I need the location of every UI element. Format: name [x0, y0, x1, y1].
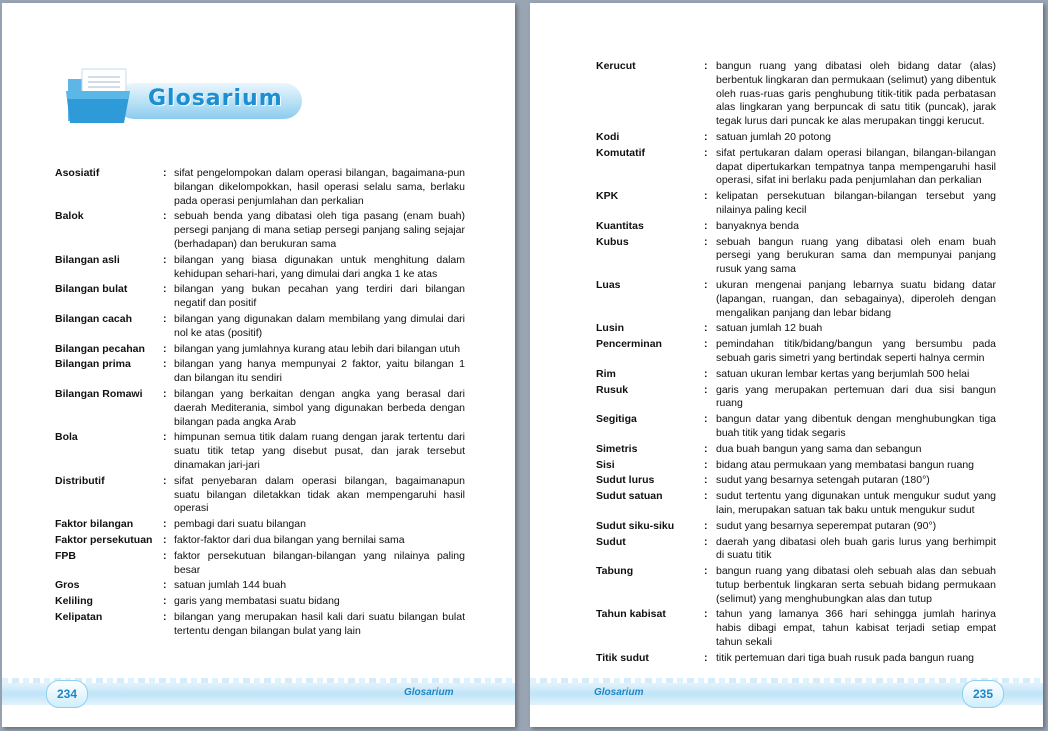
glossary-definition: titik pertemuan dari tiga buah rusuk pada bangun ruang	[716, 651, 975, 664]
separator-colon: :	[704, 190, 708, 203]
glossary-definition: sifat penyebaran dalam operasi bilangan, bagaimanapun suatu bilangan diletakkan tidak akan mempengaruhi hasil operasi	[174, 474, 465, 515]
glossary-definition: tahun yang lamanya 366 hari sehingga jumlah harinya habis dibagi empat, tahun kabisat terjadi setiap empat tahun sekali	[716, 608, 996, 649]
separator-colon: :	[704, 219, 708, 232]
glossary-definition: bangun ruang yang dibatasi oleh sebuah alas dan sebuah tutup berbentuk lingkaran serta sebuah bidang permukaan (selimut) yang menghubungkan alas dan tutup	[716, 565, 996, 605]
glossary-entry	[55, 313, 465, 341]
glossary-definition: bangun datar yang dibentuk dengan menghubungkan tiga buah titik yang tidak segaris	[716, 413, 996, 439]
glossary-term: Lusin	[596, 322, 624, 335]
separator-colon: :	[163, 253, 167, 266]
separator-colon: :	[163, 342, 167, 355]
separator-colon: :	[704, 235, 708, 248]
glossary-term: Bola	[55, 431, 78, 444]
glosarium-header	[64, 65, 304, 135]
footer-label: Glosarium	[594, 687, 644, 698]
glossary-entry	[596, 147, 996, 188]
glossary-term: Tabung	[596, 565, 634, 578]
glossary-definition: bilangan yang jumlahnya kurang atau lebih dari bilangan utuh	[174, 342, 461, 355]
separator-colon: :	[163, 312, 167, 325]
glossary-entry	[596, 459, 996, 473]
glossary-term: KPK	[596, 190, 619, 203]
glossary-definition: sudut tertentu yang digunakan untuk mengukur sudut yang lain, merupakan satuan tak baku untuk mengukur sudut	[716, 490, 996, 516]
separator-colon: :	[704, 367, 708, 380]
glossary-definition: bilangan yang biasa digunakan untuk menghitung dalam kehidupan sehari-hari, yang dimulai dari angka 1 ke atas	[174, 253, 465, 280]
glossary-definition: faktor persekutuan bilangan-bilangan yang nilainya paling besar	[174, 549, 465, 576]
glossary-entry	[55, 579, 465, 593]
glossary-term: Keliling	[55, 595, 93, 608]
separator-colon: :	[704, 338, 708, 351]
glossary-definition: faktor-faktor dari dua bilangan yang bernilai sama	[174, 533, 405, 546]
glossary-list-left	[55, 167, 465, 641]
glossary-term: Tahun kabisat	[596, 608, 666, 621]
glossary-definition: dua buah bangun yang sama dan sebangun	[716, 442, 922, 455]
glossary-term: Komutatif	[596, 146, 645, 159]
separator-colon: :	[704, 490, 708, 503]
glossary-term: Faktor bilangan	[55, 518, 134, 531]
separator-colon: :	[163, 518, 167, 531]
glossary-entry	[55, 475, 465, 516]
glossary-definition: bilangan yang hanya mempunyai 2 faktor, yaitu bilangan 1 dan bilangan itu sendiri	[174, 358, 465, 385]
glossary-definition: himpunan semua titik dalam ruang dengan jarak tertentu dari suatu titik tetap yang disebut pusat, dan jarak tersebut dinamakan jari-jari	[174, 431, 465, 471]
glossary-definition: banyaknya benda	[716, 219, 799, 232]
glossary-definition: daerah yang dibatasi oleh buah garis lurus yang berhimpit di suatu titik	[716, 535, 996, 562]
glossary-definition: garis yang membatasi suatu bidang	[174, 595, 340, 608]
glossary-entry	[55, 518, 465, 532]
glossary-entry	[55, 358, 465, 386]
separator-colon: :	[163, 431, 167, 444]
glossary-definition: sifat pengelompokan dalam operasi bilangan, bagaimana-pun bilangan dikelompokkan, hasil operasi selalu sama, berlaku pada operasi penjumlahan dan perkalian	[174, 167, 465, 207]
glossary-definition: sifat pertukaran dalam operasi bilangan, bilangan-bilangan dapat dipertukarkan tempatnya tanpa mempengaruhi hasil operasi, sifat ini berlaku pada penjumlahan dan perkalian	[716, 146, 996, 187]
glossary-entry	[55, 388, 465, 429]
glossary-entry	[55, 534, 465, 548]
separator-colon: :	[163, 283, 167, 296]
glossary-term: Balok	[55, 210, 84, 223]
separator-colon: :	[163, 579, 167, 592]
glossary-definition: garis yang merupakan pertemuan dari dua sisi bangun ruang	[716, 383, 996, 410]
glossary-term: Titik sudut	[596, 651, 649, 664]
right-footer	[530, 675, 1043, 713]
separator-colon: :	[704, 535, 708, 548]
footer-label: Glosarium	[404, 687, 454, 698]
glossary-entry	[55, 343, 465, 357]
glossary-definition: pembagi dari suatu bilangan	[174, 518, 306, 531]
separator-colon: :	[163, 167, 167, 179]
glossary-term: Kubus	[596, 235, 629, 248]
separator-colon: :	[704, 278, 708, 291]
glossary-term: Simetris	[596, 442, 638, 455]
separator-colon: :	[704, 322, 708, 335]
glossary-term: Bilangan pecahan	[55, 342, 145, 355]
glossary-definition: satuan jumlah 12 buah	[716, 322, 823, 335]
glossary-term: Sisi	[596, 458, 615, 471]
glossary-entry	[55, 550, 465, 578]
glossary-definition: bilangan yang merupakan hasil kali dari suatu bilangan bulat tertentu dengan bilangan bulat yang lain	[174, 610, 465, 637]
glossary-entry	[596, 443, 996, 457]
separator-colon: :	[704, 383, 708, 396]
glossary-entry	[596, 384, 996, 412]
glossary-definition: satuan jumlah 20 potong	[716, 130, 832, 143]
page-title: Glosarium	[148, 86, 283, 111]
glossary-entry	[596, 131, 996, 145]
separator-colon: :	[163, 610, 167, 623]
glossary-entry	[55, 254, 465, 282]
glossary-entry	[596, 60, 996, 129]
glossary-term: Rusuk	[596, 383, 629, 396]
glossary-entry	[596, 520, 996, 534]
glossary-entry	[596, 652, 996, 666]
separator-colon: :	[163, 358, 167, 371]
glossary-entry	[55, 595, 465, 609]
separator-colon: :	[704, 608, 708, 621]
right-page	[530, 3, 1043, 727]
glossary-definition: bangun ruang yang dibatasi oleh bidang datar (alas) berbentuk lingkaran dan permukaan (selimut) yang dibentuk oleh ruas-ruas garis penghubung titik-titik pada perbatasan alas lingkaran yang berpuncak di satu titik (puncak), jarak tegak lurus dari puncak ke alas merupakan tinggi kerucut.	[716, 60, 996, 128]
glossary-term: Bilangan asli	[55, 253, 120, 266]
glossary-term: Asosiatif	[55, 167, 100, 179]
separator-colon: :	[704, 413, 708, 426]
glossary-entry	[596, 338, 996, 366]
glossary-definition: kelipatan persekutuan bilangan-bilangan tersebut yang nilainya paling kecil	[716, 190, 996, 216]
glossary-definition: sudut yang besarnya seperempat putaran (90°)	[716, 519, 937, 532]
glossary-definition: sebuah benda yang dibatasi oleh tiga pasang (enam buah) persegi panjang di mana setiap persegi panjang saling sejajar (berhadapan) dan berukuran sama	[174, 210, 465, 250]
separator-colon: :	[704, 458, 708, 471]
glossary-entry	[596, 236, 996, 277]
glossary-term: Segitiga	[596, 413, 637, 426]
glossary-term: Kerucut	[596, 60, 636, 72]
glossary-entry	[596, 536, 996, 564]
glossary-definition: ukuran mengenai panjang lebarnya suatu bidang datar (lapangan, ruangan, dan sebagainya), diperoleh dengan mengalikan panjang dan lebar bidang	[716, 278, 996, 319]
glossary-entry	[55, 283, 465, 311]
glossary-definition: bilangan yang digunakan dalam membilang yang dimulai dari nol ke atas (positif)	[174, 312, 465, 339]
separator-colon: :	[704, 442, 708, 455]
glossary-term: Faktor persekutuan	[55, 533, 153, 546]
glossary-list-right	[596, 60, 996, 668]
separator-colon: :	[163, 210, 167, 223]
separator-colon: :	[704, 130, 708, 143]
separator-colon: :	[704, 651, 708, 664]
separator-colon: :	[704, 474, 708, 487]
left-footer	[2, 675, 515, 713]
glossary-definition: sudut yang besarnya setengah putaran (180°)	[716, 474, 930, 487]
glossary-term: Sudut siku-siku	[596, 519, 675, 532]
glossary-term: Pencerminan	[596, 338, 662, 351]
glossary-definition: bilangan yang bukan pecahan yang terdiri dari bilangan negatif dan positif	[174, 283, 465, 310]
separator-colon: :	[163, 549, 167, 562]
separator-colon: :	[163, 533, 167, 546]
glossary-entry	[596, 322, 996, 336]
glossary-term: FPB	[55, 549, 76, 562]
glossary-definition: satuan ukuran lembar kertas yang berjumlah 500 helai	[716, 367, 970, 380]
glossary-entry	[596, 490, 996, 518]
separator-colon: :	[704, 146, 708, 159]
folder-icon	[64, 65, 138, 129]
glossary-entry	[596, 279, 996, 320]
separator-colon: :	[163, 387, 167, 400]
glossary-entry	[596, 608, 996, 649]
glossary-entry	[55, 167, 465, 208]
glossary-term: Kelipatan	[55, 610, 103, 623]
glossary-entry	[596, 220, 996, 234]
glossary-entry	[55, 210, 465, 251]
separator-colon: :	[163, 474, 167, 487]
glossary-entry	[596, 368, 996, 382]
separator-colon: :	[704, 565, 708, 578]
glossary-entry	[596, 413, 996, 441]
left-page	[2, 3, 515, 727]
separator-colon: :	[704, 519, 708, 532]
glossary-entry	[596, 190, 996, 218]
glossary-definition: satuan jumlah 144 buah	[174, 579, 287, 592]
glossary-entry	[596, 565, 996, 606]
glossary-term: Luas	[596, 278, 621, 291]
glossary-definition: pemindahan titik/bidang/bangun yang bersumbu pada sebuah garis simetri yang bertindak seperti halnya cermin	[716, 338, 996, 364]
glossary-term: Gros	[55, 579, 80, 592]
glossary-definition: sebuah bangun ruang yang dibatasi oleh enam buah persegi yang berukuran sama dan mempunyai panjang rusuk yang sama	[716, 235, 996, 276]
glossary-entry	[55, 431, 465, 472]
glossary-term: Bilangan Romawi	[55, 387, 143, 400]
page-number: 235	[962, 680, 1004, 708]
glossary-term: Bilangan prima	[55, 358, 131, 371]
glossary-entry	[596, 474, 996, 488]
glossary-term: Bilangan bulat	[55, 283, 128, 296]
glossary-term: Sudut	[596, 535, 626, 548]
glossary-definition: bilangan yang berkaitan dengan angka yang berasal dari daerah Mediterania, simbol yang digunakan berbeda dengan bilangan pada angka Arab	[174, 387, 465, 428]
glossary-term: Bilangan cacah	[55, 312, 133, 325]
separator-colon: :	[704, 60, 708, 72]
glossary-term: Sudut lurus	[596, 474, 655, 487]
glossary-term: Kuantitas	[596, 219, 644, 232]
separator-colon: :	[163, 595, 167, 608]
glossary-definition: bidang atau permukaan yang membatasi bangun ruang	[716, 458, 975, 471]
glossary-term: Rim	[596, 367, 616, 380]
page-number: 234	[46, 680, 88, 708]
glossary-term: Distributif	[55, 474, 105, 487]
glossary-term: Kodi	[596, 130, 620, 143]
glossary-term: Sudut satuan	[596, 490, 663, 503]
glossary-entry	[55, 611, 465, 639]
